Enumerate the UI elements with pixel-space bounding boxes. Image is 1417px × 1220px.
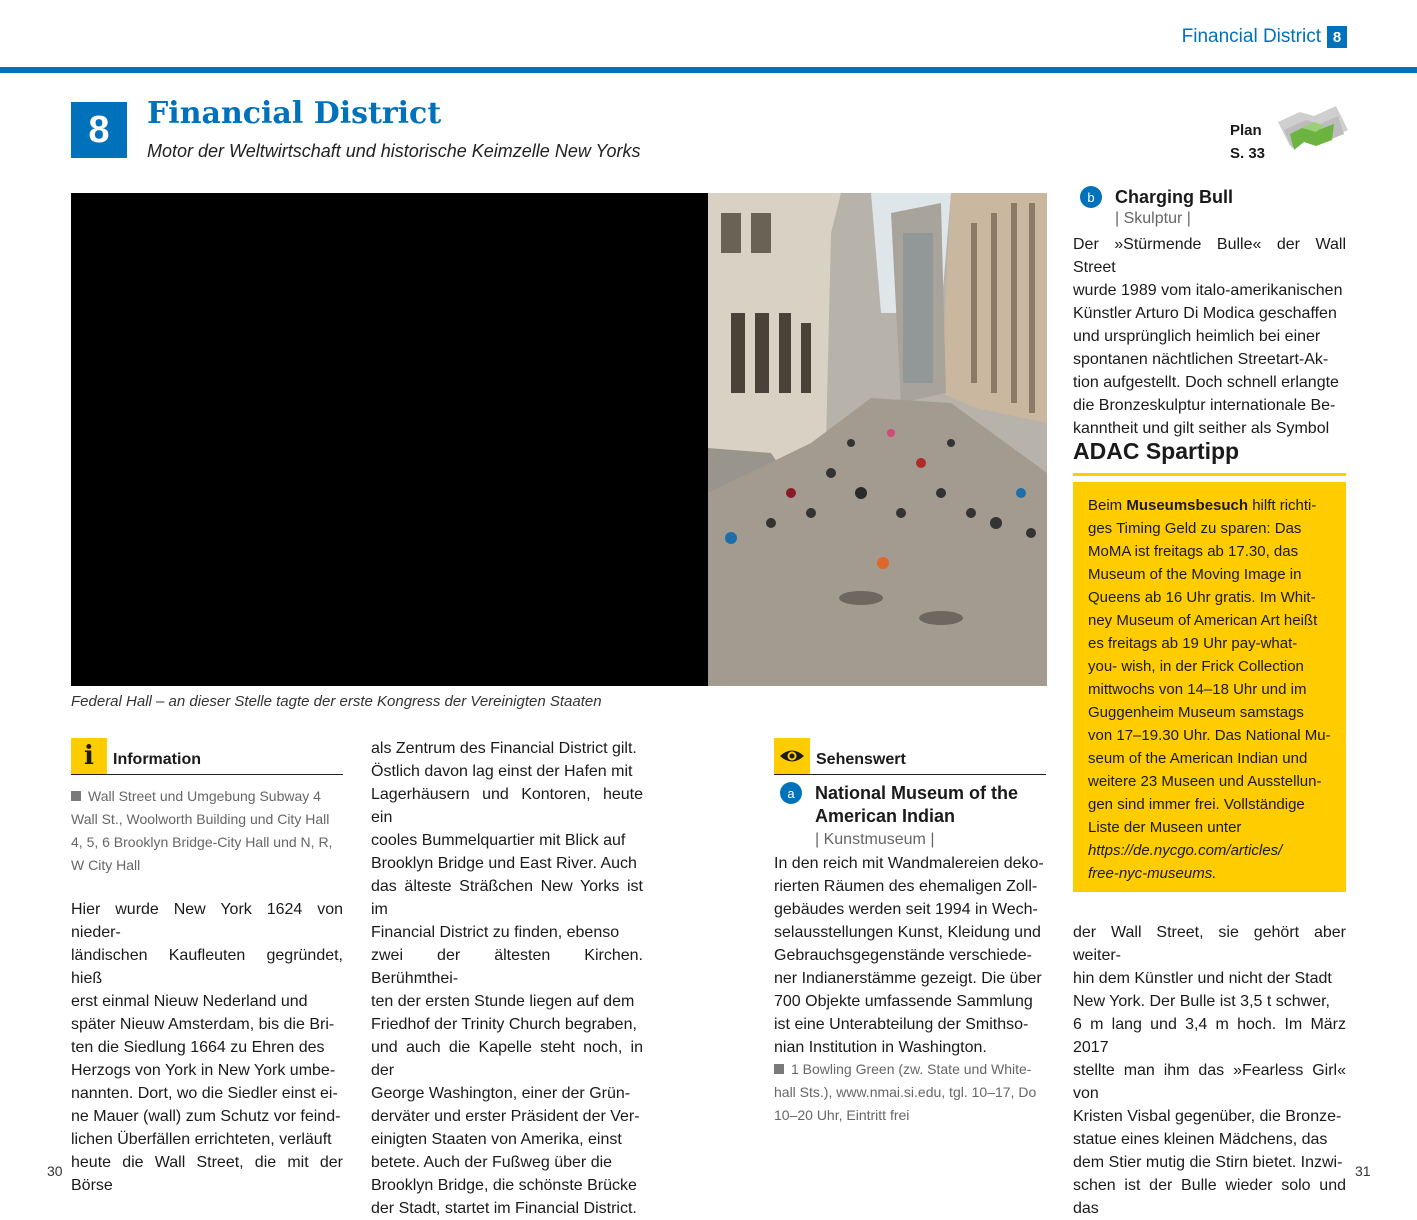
museum-category: | Kunstmuseum | (815, 831, 935, 848)
text-line: nannten. Dort, wo die Siedler einst ei- (71, 1085, 338, 1102)
info-icon: i (71, 738, 107, 774)
information-heading: Information (113, 751, 201, 768)
chapter-number: 8 (71, 102, 127, 158)
text-line: die Bronzeskulptur internationale Be- (1073, 397, 1336, 414)
text-line: George Washington, einer der Grün- (371, 1085, 631, 1102)
text-line: Brooklyn Bridge, die schönste Brücke (371, 1177, 637, 1194)
information-line: Wall St., Woolworth Building und City Hall (71, 811, 330, 827)
information-line: Wall Street und Umgebung Subway 4 (71, 785, 343, 808)
spartipp-line: es freitags ab 19 Uhr pay-what- (1088, 635, 1298, 652)
spartipp-box (1073, 482, 1346, 892)
text-line: erst einmal Nieuw Nederland und (71, 993, 308, 1010)
spartipp-line: MoMA ist freitags ab 17.30, das (1088, 543, 1299, 560)
text-line: ne Mauer (wall) zum Schutz vor feind- (71, 1108, 341, 1125)
information-line: W City Hall (71, 857, 141, 873)
text-line: später Nieuw Amsterdam, bis die Bri- (71, 1016, 335, 1033)
square-bullet-icon (71, 791, 81, 801)
page-number-left: 30 (47, 1163, 63, 1179)
sight-badge-b: b (1080, 186, 1102, 208)
spartipp-line: Museum of the Moving Image in (1088, 566, 1302, 583)
text-line: ten die Siedlung 1664 zu Ehren des (71, 1039, 325, 1056)
page-number-right: 31 (1355, 1163, 1371, 1179)
text-line: kanntheit und gilt seither als Symbol (1073, 420, 1330, 437)
text-line: ist eine Unterabteilung der Smithso- (774, 1016, 1029, 1033)
information-header (71, 738, 343, 775)
intro-text-col2 (371, 737, 643, 1220)
text-line: betete. Auch der Fußweg über die (371, 1154, 613, 1171)
text-line: New York. Der Bulle ist 3,5 t schwer, (1073, 993, 1330, 1010)
text-line: Gebrauchsgegenstände verschiede- (774, 947, 1032, 964)
text-line: wurde 1989 vom italo-amerikanischen (1073, 282, 1343, 299)
text-line: zwei der ältesten Kirchen. Berühmthei- (371, 947, 643, 987)
running-header-title: Financial District (1181, 26, 1321, 47)
text-line: Lagerhäusern und Kontoren, heute ein (371, 786, 643, 826)
spartipp-title: ADAC Spartipp (1073, 438, 1240, 464)
spartipp-line: ney Museum of American Art heißt (1088, 612, 1318, 629)
information-box (71, 738, 343, 877)
text-line: spontanen nächtlichen Streetart-Ak- (1073, 351, 1329, 368)
text-line: Künstler Arturo Di Modica geschaffen (1073, 305, 1337, 322)
museum-text (774, 852, 1046, 1059)
text-line: Östlich davon lag einst der Hafen mit (371, 763, 633, 780)
text-line: und auch die Kapelle steht noch, in der (371, 1039, 643, 1079)
charging-bull-text-top (1073, 233, 1346, 440)
header-rule (0, 67, 1417, 73)
federal-hall-photo (71, 193, 1047, 686)
text-line: stellte man ihm das »Fearless Girl« von (1073, 1062, 1346, 1102)
text-line: als Zentrum des Financial District gilt. (371, 740, 637, 757)
text-line: 700 Objekte umfassende Sammlung (774, 993, 1033, 1010)
running-header-number: 8 (1327, 26, 1347, 48)
text-line: Hier wurde New York 1624 von nieder- (71, 901, 343, 941)
square-bullet-icon (774, 1064, 784, 1074)
text-line: ner Indianerstämme gezeigt. Die über (774, 970, 1042, 987)
text-line: der Stadt, startet im Financial District. (371, 1200, 637, 1217)
text-line: Friedhof der Trinity Church begraben, (371, 1016, 637, 1033)
spartipp-line: Beim Museumsbesuch hilft richti- (1088, 497, 1317, 514)
sehenswert-box (774, 738, 1046, 775)
charging-bull-category: | Skulptur | (1115, 210, 1191, 227)
text-line: der Wall Street, sie gehört aber weiter- (1073, 924, 1346, 964)
text-line: In den reich mit Wandmalereien deko- (774, 855, 1044, 872)
text-line: gebäudes werden seit 1994 in Wech- (774, 901, 1038, 918)
text-line: rierten Räumen des ehemaligen Zoll- (774, 878, 1038, 895)
text-line: dem Stier mutig die Stirn bietet. Inzwi- (1073, 1154, 1343, 1171)
sehenswert-heading: Sehenswert (816, 751, 906, 768)
plan-label: Plan (1230, 122, 1262, 139)
text-line: und ursprünglich heimlich bei einer (1073, 328, 1321, 345)
information-line: 4, 5, 6 Brooklyn Bridge-City Hall und N, R, (71, 834, 333, 850)
running-header (1182, 26, 1347, 48)
text-line: lichen Überfällen errichteten, verläuft (71, 1131, 332, 1148)
spartipp-line: ges Timing Geld zu sparen: Das (1088, 520, 1302, 537)
sight-badge-a: a (780, 782, 802, 804)
spartipp-link[interactable]: https://de.nycgo.com/articles/ (1088, 842, 1283, 859)
spartipp-line: you- wish, in der Frick Collection (1088, 658, 1304, 675)
chapter-subtitle: Motor der Weltwirtschaft und historische Keimzelle New Yorks (147, 141, 641, 161)
charging-bull-text-bottom (1073, 921, 1346, 1220)
spartipp-line: mittwochs von 14–18 Uhr und im (1088, 681, 1307, 698)
spartipp-link[interactable]: free-nyc-museums. (1088, 865, 1217, 882)
text-line: ten der ersten Stunde liegen auf dem (371, 993, 635, 1010)
text-line: Herzogs von York in New York umbe- (71, 1062, 336, 1079)
text-line: cooles Bummelquartier mit Blick auf (371, 832, 626, 849)
museum-info-line: hall Sts.), www.nmai.si.edu, tgl. 10–17, Do (774, 1084, 1037, 1100)
plan-reference[interactable] (1230, 119, 1265, 165)
spartipp-line: Queens ab 16 Uhr gratis. Im Whit- (1088, 589, 1316, 606)
text-line: einigten Staaten von Amerika, einst (371, 1131, 622, 1148)
museum-info-line: 10–20 Uhr, Eintritt frei (774, 1107, 910, 1123)
text-line: Financial District zu finden, ebenso (371, 924, 620, 941)
text-line: hin dem Künstler und nicht der Stadt (1073, 970, 1332, 987)
spartipp-line: Liste der Museen unter (1088, 819, 1242, 836)
street-scene-image (71, 193, 1047, 686)
information-text (71, 785, 343, 877)
photo-caption: Federal Hall – an dieser Stelle tagte der erste Kongress der Vereinigten Staaten (71, 693, 602, 710)
text-line: das älteste Sträßchen New Yorks ist im (371, 878, 643, 918)
text-line: 6 m lang und 3,4 m hoch. Im März 2017 (1073, 1016, 1346, 1056)
sehenswert-header (774, 738, 1046, 775)
text-line: Der »Stürmende Bulle« der Wall Street (1073, 236, 1346, 276)
plan-page: S. 33 (1230, 145, 1266, 162)
text-line: ländischen Kaufleuten gegründet, hieß (71, 947, 343, 987)
spartipp-rule (1073, 473, 1346, 476)
text-line: nian Institution in Washington. (774, 1039, 987, 1056)
text-line: statue eines kleinen Mädchens, das (1073, 1131, 1328, 1148)
museum-info-line: 1 Bowling Green (zw. State und White- (774, 1058, 1054, 1081)
charging-bull-title[interactable]: Charging Bull (1115, 187, 1233, 207)
text-line: selausstellungen Kunst, Kleidung und (774, 924, 1041, 941)
text-line: schen ist der Bulle wieder solo und das (1073, 1177, 1346, 1217)
map-icon (1272, 100, 1350, 158)
intro-text-col1 (71, 898, 343, 1197)
text-line: tion aufgestellt. Doch schnell erlangte (1073, 374, 1339, 391)
museum-title-line: American Indian (815, 806, 956, 826)
spartipp-line: seum of the American Indian und (1088, 750, 1308, 767)
museum-info (774, 1058, 1054, 1127)
chapter-title: Financial District (147, 96, 442, 131)
text-line: heute die Wall Street, die mit der Börse (71, 1154, 343, 1194)
museum-title-line: National Museum of the (815, 783, 1019, 803)
spartipp-line: gen sind immer frei. Vollständige (1088, 796, 1305, 813)
text-line: Brooklyn Bridge und East River. Auch (371, 855, 637, 872)
eye-icon (774, 738, 810, 774)
spartipp-line: weitere 23 Museen und Ausstellun- (1088, 773, 1322, 790)
museum-heading[interactable] (815, 782, 1055, 851)
spartipp-line: Guggenheim Museum samstags (1088, 704, 1304, 721)
text-line: Kristen Visbal gegenüber, die Bronze- (1073, 1108, 1342, 1125)
text-line: derväter und erster Präsident der Ver- (371, 1108, 640, 1125)
spartipp-line: von 17–19.30 Uhr. Das National Mu- (1088, 727, 1331, 744)
